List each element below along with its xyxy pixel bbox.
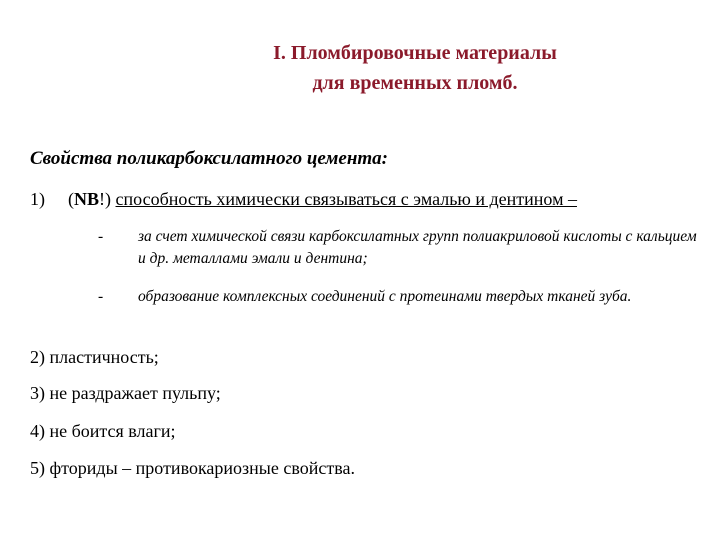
slide-title [200,38,630,98]
property-item-1-number: 1) [30,189,45,209]
sub-item-2-dash: - [98,288,104,305]
property-item-1 [30,187,577,211]
slide-title-line-1: I. Пломбировочные материалы [273,42,557,64]
property-item-2: 2) пластичность; [30,347,159,367]
sub-item-2-text: образование комплексных соединений с протеинами твердых тканей зуба. [138,288,632,305]
sub-item-1-text: за счет химической связи карбоксилатных групп полиакриловой кислоты с кальцием и др. металлами эмали и дентина; [138,228,697,267]
property-item-1-text: способность химически связываться с эмалью и дентином – [115,189,577,209]
nb-mark: NB [74,189,100,209]
slide-title-line-2: для временных пломб. [312,72,518,94]
property-item-3: 3) не раздражает пульпу; [30,383,221,403]
property-item-4: 4) не боится влаги; [30,421,176,441]
property-item-1-close-paren: !) [99,189,116,209]
property-item-5: 5) фториды – противокариозные свойства. [30,458,355,478]
property-item-1-open-paren: ( [68,189,74,209]
sub-item-1-dash: - [98,228,104,245]
section-subtitle: Свойства поликарбоксилатного цемента: [30,148,388,169]
